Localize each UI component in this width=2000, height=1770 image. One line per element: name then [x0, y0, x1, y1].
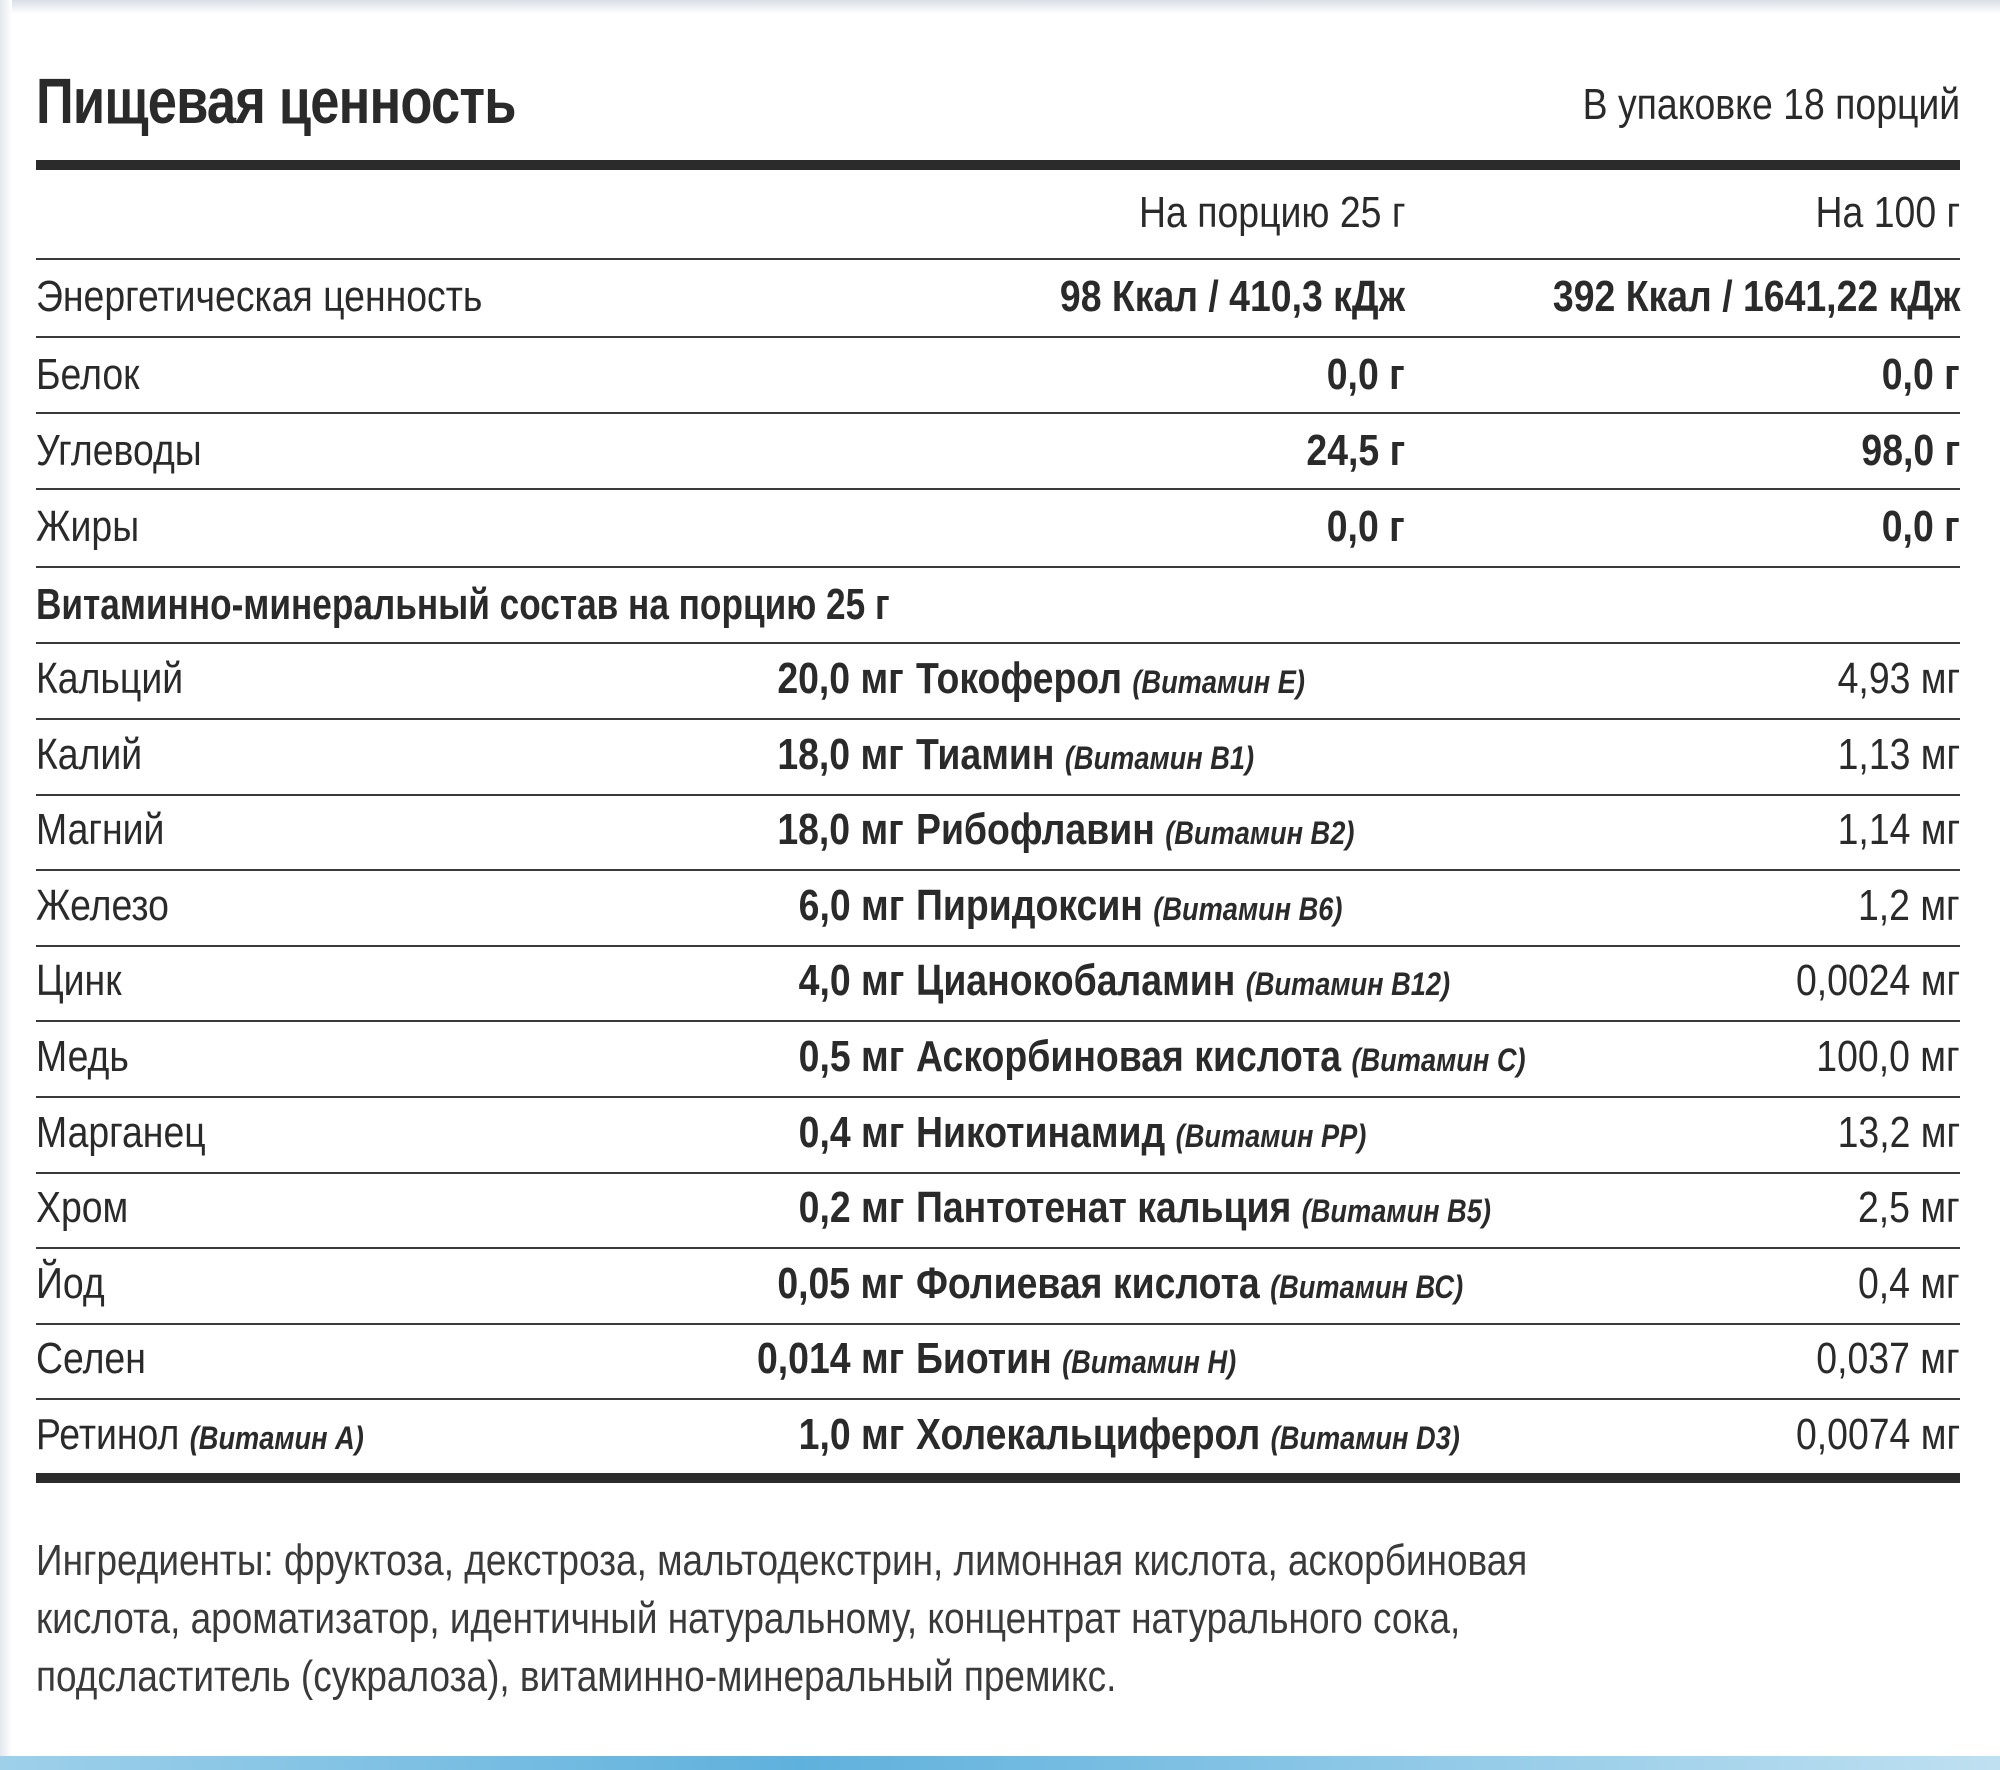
ingredients-line: подсластитель (сукралоза), витаминно-минеральный премикс.	[36, 1652, 1117, 1701]
mineral-name-text: Йод	[36, 1259, 105, 1308]
mineral-value: 0,4 мг	[798, 1108, 904, 1157]
vitamin-name	[916, 1183, 1491, 1233]
nutrient-name: Энергетическая ценность	[36, 272, 483, 321]
ingredients-line: кислота, ароматизатор, идентичный натуральному, концентрат натурального сока,	[36, 1594, 1461, 1643]
vitamin-name	[916, 654, 1305, 704]
vitamin-name-text: Холекальциферол	[916, 1410, 1261, 1459]
ingredients-line: Ингредиенты: фруктоза, декстроза, мальтодекстрин, лимонная кислота, аскорбиновая	[36, 1536, 1528, 1585]
vitamin-name-text: Пиридоксин	[916, 881, 1143, 930]
vitamin-name-text: Тиамин	[916, 730, 1055, 779]
vitamin-note: (Витамин В1)	[1064, 740, 1255, 776]
vitamin-name-text: Аскорбиновая кислота	[916, 1032, 1342, 1081]
mineral-value: 6,0 мг	[798, 881, 904, 930]
vitamin-note: (Витамин С)	[1351, 1042, 1526, 1078]
row-divider	[36, 258, 1960, 260]
mineral-name-text: Селен	[36, 1334, 146, 1383]
row-divider	[36, 945, 1960, 947]
row-divider	[36, 412, 1960, 414]
row-divider	[36, 488, 1960, 490]
nutrient-name: Белок	[36, 350, 140, 399]
vitamin-value: 100,0 мг	[1816, 1032, 1960, 1081]
row-divider	[36, 336, 1960, 338]
nutrient-per-serving: 24,5 г	[1306, 426, 1405, 475]
nutrient-per-serving: 98 Ккал / 410,3 кДж	[1059, 272, 1405, 321]
mineral-value: 18,0 мг	[777, 805, 904, 854]
vitamin-value: 1,2 мг	[1858, 881, 1960, 930]
mineral-name	[36, 1334, 146, 1384]
vitamin-note: (Витамин D3)	[1270, 1420, 1460, 1456]
nutrient-per-100g: 0,0 г	[1882, 502, 1960, 551]
vitamin-value: 1,14 мг	[1837, 805, 1960, 854]
vitamin-note: (Витамин В5)	[1301, 1193, 1491, 1229]
mineral-name-text: Железо	[36, 881, 169, 930]
nutrient-per-serving: 0,0 г	[1327, 502, 1405, 551]
mineral-name	[36, 956, 122, 1006]
row-divider	[36, 642, 1960, 644]
vitamin-note: (Витамин В12)	[1245, 966, 1451, 1002]
row-divider	[36, 794, 1960, 796]
vitamin-name-text: Рибофлавин	[916, 805, 1155, 854]
header-divider	[36, 160, 1960, 170]
row-divider	[36, 566, 1960, 568]
servings-per-pack: В упаковке 18 порций	[1582, 80, 1960, 129]
mineral-name	[36, 1410, 364, 1460]
mineral-name-text: Ретинол	[36, 1410, 180, 1459]
vitamin-value: 0,4 мг	[1858, 1259, 1960, 1308]
mineral-value: 0,014 мг	[756, 1334, 904, 1383]
vitamin-name	[916, 1032, 1526, 1082]
row-divider	[36, 869, 1960, 871]
row-divider	[36, 1172, 1960, 1174]
nutrient-per-serving: 0,0 г	[1327, 350, 1405, 399]
label-top-edge	[0, 0, 2000, 14]
mineral-value: 0,2 мг	[798, 1183, 904, 1232]
nutrient-name: Жиры	[36, 502, 140, 551]
vitamin-value: 2,5 мг	[1858, 1183, 1960, 1232]
vitamin-value: 4,93 мг	[1837, 654, 1960, 703]
col-header-per-100g: На 100 г	[1815, 188, 1960, 237]
mineral-value: 0,05 мг	[777, 1259, 904, 1308]
nutrient-per-100g: 0,0 г	[1882, 350, 1960, 399]
row-divider	[36, 1096, 1960, 1098]
vitamin-note: (Витамин В2)	[1165, 815, 1355, 851]
row-divider	[36, 1247, 1960, 1249]
mineral-value: 0,5 мг	[798, 1032, 904, 1081]
row-divider	[36, 1323, 1960, 1325]
row-divider	[36, 1398, 1960, 1400]
vitamin-name-text: Цианокобаламин	[916, 956, 1236, 1005]
nutrient-name: Углеводы	[36, 426, 202, 475]
mineral-name-text: Медь	[36, 1032, 129, 1081]
mineral-value: 20,0 мг	[777, 654, 904, 703]
vitamin-note: (Витамин Н)	[1062, 1344, 1237, 1380]
mineral-value: 1,0 мг	[798, 1410, 904, 1459]
ingredients-text	[36, 1532, 1842, 1706]
nutrient-per-100g: 98,0 г	[1861, 426, 1960, 475]
vitamin-name	[916, 956, 1450, 1006]
vitamin-value: 13,2 мг	[1837, 1108, 1960, 1157]
mineral-note: (Витамин А)	[189, 1420, 364, 1456]
mineral-name	[36, 654, 183, 704]
mineral-name	[36, 1183, 128, 1233]
label-header	[36, 60, 1960, 150]
mineral-name	[36, 1259, 105, 1309]
mineral-name-text: Цинк	[36, 956, 122, 1005]
vitamin-name	[916, 1334, 1236, 1384]
mineral-name	[36, 1108, 206, 1158]
mineral-name-text: Хром	[36, 1183, 129, 1232]
label-title: Пищевая ценность	[36, 65, 516, 137]
vitamin-name	[916, 730, 1254, 780]
vitamin-name-text: Токоферол	[916, 654, 1122, 703]
vitamin-name-text: Никотинамид	[916, 1108, 1166, 1157]
mineral-name-text: Марганец	[36, 1108, 206, 1157]
table-bottom-divider	[36, 1473, 1960, 1483]
vitamin-note: (Витамин ВС)	[1270, 1269, 1464, 1305]
vitamin-name-text: Фолиевая кислота	[916, 1259, 1260, 1308]
vitamin-name-text: Биотин	[916, 1334, 1052, 1383]
vitamin-note: (Витамин Е)	[1132, 664, 1305, 700]
vitamin-name	[916, 1410, 1460, 1460]
vitamin-name-text: Пантотенат кальция	[916, 1183, 1292, 1232]
vitamin-value: 0,037 мг	[1816, 1334, 1960, 1383]
mineral-name	[36, 881, 169, 931]
vitamin-value: 0,0074 мг	[1795, 1410, 1960, 1459]
vitamin-section-title: Витаминно-минеральный состав на порцию 25 г	[36, 580, 890, 629]
vitamin-note: (Витамин В6)	[1153, 891, 1343, 927]
mineral-value: 4,0 мг	[798, 956, 904, 1005]
mineral-name	[36, 1032, 129, 1082]
row-divider	[36, 1020, 1960, 1022]
vitamin-value: 1,13 мг	[1837, 730, 1960, 779]
row-divider	[36, 718, 1960, 720]
label-left-edge	[0, 0, 12, 1770]
vitamin-value: 0,0024 мг	[1795, 956, 1960, 1005]
vitamin-note: (Витамин РР)	[1175, 1118, 1367, 1154]
mineral-name	[36, 730, 142, 780]
vitamin-name	[916, 805, 1354, 855]
col-header-per-serving: На порцию 25 г	[1138, 188, 1405, 237]
vitamin-name	[916, 1108, 1366, 1158]
mineral-name-text: Кальций	[36, 654, 184, 703]
mineral-name-text: Магний	[36, 805, 165, 854]
mineral-name-text: Калий	[36, 730, 143, 779]
nutrient-per-100g: 392 Ккал / 1641,22 кДж	[1552, 272, 1960, 321]
package-blue-edge	[0, 1756, 2000, 1770]
mineral-name	[36, 805, 164, 855]
vitamin-name	[916, 1259, 1463, 1309]
mineral-value: 18,0 мг	[777, 730, 904, 779]
vitamin-name	[916, 881, 1342, 931]
